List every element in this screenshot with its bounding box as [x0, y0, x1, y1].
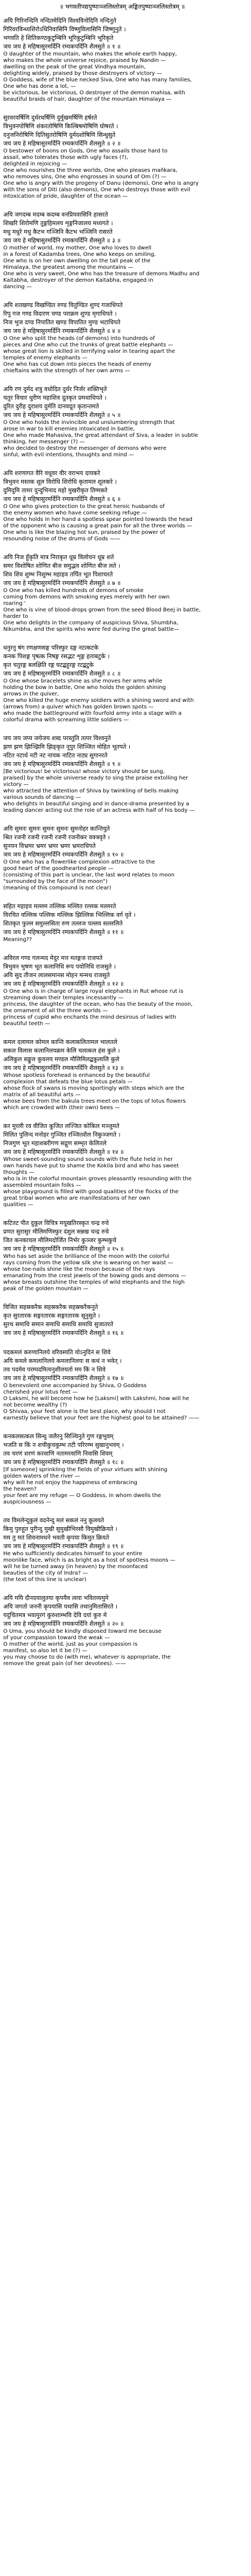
translation-line: One who made Mahasiva, the great attendant of Siva, a leader in subtle: [3, 433, 198, 438]
sanskrit-line: कृत सुरतारक सङ्गरतारक सङ्गरतारक सूनुसुते ।: [3, 1312, 100, 1319]
sanskrit-line: त्रिभुवन मस्तक शूल विरोधि शिरोधि कृतामल शूलकरे ।: [3, 478, 117, 485]
sanskrit-line: चतुर विचार धुरीण महाशिव दूतकृत प्रमथाधिपते ।: [3, 394, 107, 401]
sanskrit-line: श्रित रजनी रजनी रजनी रजनी रजनीकर वक्त्रवृते ।: [3, 834, 110, 841]
sanskrit-line: अयि शरणागत वैरि वधूवर वीर वराभय दायकरे: [3, 470, 100, 477]
sanskrit-line: जय जय हे महिषासुरमर्दिनि रम्यकपर्दिनि शैलसुते ॥ २० ॥: [3, 1620, 124, 1627]
translation-line: (consisting of this part is unclear, the last word relates to moon: [3, 872, 175, 878]
translation-line: O benevolent one accompanied by Shiva, O Goddess: [3, 1383, 147, 1389]
translation-line: temples of enemy elephants —: [3, 355, 88, 361]
verse-block: [3, 644, 241, 723]
translation-line: own hands have put to shame the Kokila bird and who has sweet: [3, 1163, 179, 1169]
translation-line: the ornament of all the three worlds —: [3, 1008, 108, 1014]
translation-line: O mother of world, my mother, One who loves to dwell: [3, 245, 152, 251]
translation-line: whose playground is filled with good qualities of the flocks of the: [3, 1189, 179, 1195]
translation-line: matrix of all beautiful arts —: [3, 1092, 81, 1098]
sanskrit-line: जय जय हे महिषासुरमर्दिनि रम्यकपर्दिनि शैलसुते ॥ ६ ॥: [3, 496, 121, 503]
sanskrit-line: झण झण झिञ्झिमि झिङ्कृत नूपुर शिञ्जित मोहित भूतपते ।: [3, 743, 131, 750]
translation-line: sinful, with evil intentions, thoughts and mind —: [3, 452, 134, 458]
translation-line: beauties of the city of Indra? —: [3, 1570, 88, 1576]
translation-line: O Shivaa, your feet alone is the best place, why should I not: [3, 1409, 166, 1415]
translation-line: [Be victorious! be victorious! whose victory should be sung,: [3, 769, 165, 775]
translation-line: O mother of the world, just as your compassion is: [3, 1641, 138, 1647]
verse-block: [3, 825, 241, 892]
sanskrit-line: समर विशोषित शोणित बीज समुद्भव शोणित बीज लते ।: [3, 562, 121, 569]
sanskrit-line: जय जय जप्य जयेजय शब्द परस्तुति तत्पर विश्वनुते: [3, 735, 111, 742]
translation-line: coming from demons with smoking eyes merely with her own: [3, 594, 170, 600]
sanskrit-line: कृत चतुरङ्ग बलक्षिति रङ्ग घटद्बहुरङ्ग रटद्बटुके: [3, 662, 94, 669]
translation-line: the enemy women who have come seeking refuge —: [3, 510, 147, 516]
translation-line: beautiful braids of hair, daughter of the mountain Himalaya —: [3, 96, 172, 102]
translation-line: be victorious, be victorious, O destroyer of the demon mahisa, with: [3, 90, 185, 96]
sanskrit-line: जय जय हे महिषासुरमर्दिनि रम्यकपर्दिनि शैलसुते ॥ १० ॥: [3, 851, 124, 858]
sanskrit-line: कटितट पीत दुकूल विचित्र मयूखतिरस्कृत चन्द्र रुचे: [3, 1220, 109, 1227]
translation-line: One who has done a lot, —: [3, 83, 76, 89]
sanskrit-line: शिखरि शिरोमणि तुङ्गहिमलय शृङ्गनिजालय मध्यगते ।: [3, 220, 113, 227]
sanskrit-line: दुमिदुमि तामर दुन्दुभिनाद महो मुखरीकृत तिग्मकरे: [3, 487, 108, 494]
sanskrit-line: जय जय हे महिषासुरमर्दिनि रम्यकपर्दिनि शैलसुते ॥ १ ॥: [3, 43, 121, 50]
sanskrit-line: प्रणत सुरासुर मौलिमणिस्फुर दंशुल सन्नख चन्द्र रुचे: [3, 1228, 109, 1235]
translation-line: who made the battleground with fourfold army into a stage with a: [3, 711, 182, 716]
translation-line: O Goddess, wife of the blue necked Siva, One who has many families,: [3, 77, 192, 83]
sanskrit-line: दनुजनिरोषिणि दितिसुतरोषिणि दुर्मदशोषिणि सिन्धुसुते: [3, 131, 116, 138]
sanskrit-line: जय जय हे महिषासुरमर्दिनि रम्यकपर्दिनि शैलसुते ॥ ५ ॥: [3, 412, 121, 419]
sanskrit-line: जय जय हे महिषासुरमर्दिनि रम्यकपर्दिनि शैलसुते ॥ ११ ॥: [3, 929, 124, 936]
sanskrit-line: पदकमलं करुणानिलये वरिवस्यति योऽनुदिनं स शिवे: [3, 1349, 111, 1356]
translation-line: One who holds in her hand a spotless spear pointed towards the head: [3, 517, 193, 523]
sanskrit-line: जय जय हे महिषासुरमर्दिनि रम्यकपर्दिनि शैलसुते ॥ ४ ॥: [3, 328, 121, 335]
sanskrit-line: तव चरणं शरणं करवाणि नतामरवाणि निवासि शिवम्: [3, 1450, 113, 1457]
translation-line: thoughts —: [3, 1169, 34, 1175]
translation-line: peak of the golden mountain —: [3, 1286, 89, 1292]
translation-line: One who is very sweet, One who has the treasure of demons Madhu and: [3, 271, 200, 277]
translation-line: cherished your lotus feet —: [3, 1389, 78, 1395]
translation-line: whose toe-nails shine like the moon because of the rays: [3, 1266, 155, 1272]
translation-line: who decided to destroy the messenger of demons who were: [3, 445, 166, 451]
translation-line: who makes the whole universe rejoice, praised by Nandin —: [3, 58, 166, 64]
sanskrit-line: शिव शिव शुम्भ निशुम्भ महाहव तर्पित भूत पिशाचरते: [3, 571, 113, 578]
sanskrit-line: मधु मधुरे मधु कैटभ गञ्जिनि कैटभ भञ्जिनि रासरते: [3, 228, 113, 235]
verse-block: [3, 301, 241, 374]
sanskrit-line: अयि रण दुर्मद शत्रु वधोदित दुर्धर निर्जर शक्तिभृते: [3, 386, 107, 393]
translation-line: assail, who tolerates those with ugly faces (?),: [3, 155, 128, 161]
sanskrit-line: कर मुरली रव वीजित कूजित लज्जित कोकिल मञ्जुमते: [3, 1123, 120, 1130]
translation-line: intoxication of pride, daughter of the ocean —: [3, 193, 128, 199]
verse-block: [3, 954, 241, 1027]
translation-line: who attracted the attention of Shiva by twinkling of bells making: [3, 788, 179, 794]
sanskrit-line: जय जय हे महिषासुरमर्दिनि रम्यकपर्दिनि शैलसुते ॥ ८ ॥: [3, 670, 121, 677]
verse-block: [3, 1594, 241, 1667]
translation-line: [If someone] sprinkling the fields of your virtues with shining: [3, 1467, 168, 1473]
sanskrit-line: जय जय हे महिषासुरमर्दिनि रम्यकपर्दिनि शैलसुते ॥ १५ ॥: [3, 1245, 124, 1252]
translation-line: O One whose bracelets shine as she moves her arms while: [3, 678, 163, 684]
sanskrit-line: गिरिवरविन्ध्यशिरोऽधिनिवासिनि विष्णुविलासिनि जिष्णुनुते ।: [3, 26, 126, 33]
page-title: ॥ भगवतीपद्यपुष्पाञ्जलिस्तोत्रम् अङ्कितपुष्पाञ्जलिस्तोत्रम् ॥: [59, 3, 185, 10]
verse-list: [3, 17, 241, 1667]
translation-line: complexion that defeats the blue lotus petals —: [3, 1079, 133, 1085]
translation-line: moonlike face, which is as bright as a host of spotless moons —: [3, 1557, 176, 1563]
translation-line: Whose spotless forehead is enhanced by the beautiful: [3, 1073, 150, 1078]
translation-line: O bestower of boons on Gods, One who assails those hard to: [3, 148, 168, 154]
sanskrit-line: निजगुण भूत महाशबरीगण सद्गुण सम्भृत केलितले: [3, 1140, 107, 1147]
sanskrit-line: निज भुज दण्ड निपातित खण्ड विपातित मुण्ड भटाधिपते: [3, 319, 121, 326]
translation-line: O One who has a flowerlike complexion attractive to the: [3, 859, 155, 865]
translation-line: roaring ': [3, 601, 26, 607]
translation-line: which are crowded with (their own) bees —: [3, 1105, 120, 1111]
sanskrit-line: मम तु मतं शिवनामधने भवती कृपया किमुत क्रियते: [3, 1534, 109, 1541]
verse-block: [3, 1348, 241, 1422]
verse-block: [3, 902, 241, 943]
sanskrit-line: सहित महाहव मल्लम तल्लिक मल्लित रल्लक मल्लरते: [3, 903, 116, 910]
sanskrit-line: कनकलसत्कल सिन्धु जलैरनु सिञ्चिनुते गुण रङ्गभुवम्: [3, 1433, 114, 1440]
translation-line: O One who gives protection to the great heroic husbands of: [3, 504, 165, 510]
sanskrit-line: दुरित दुरीह दुराशय दुर्मति दानवदूत कृतान्तमते: [3, 403, 99, 410]
sanskrit-line: सुरवरवर्षिणि दुर्धरधर्षिणि दुर्मुखमर्षिणि हर्षरते: [3, 114, 97, 121]
sanskrit-line: अयि मयि दीनदयालुतया कृपयैव त्वया भवितव्यमुमे: [3, 1595, 109, 1602]
sanskrit-line: तव विमलेन्दुकुलं वदनेन्दु मलं सकलं ननु कूलयते: [3, 1517, 104, 1524]
translation-line: of your compassion toward the weak —: [3, 1635, 110, 1641]
translation-line: pieces and One who cut the trunks of great battle elephants —: [3, 342, 173, 348]
translation-line: O One who split the heads (of demons) into hundreds of: [3, 336, 155, 342]
sanskrit-line: किमु पुरुहूत पुरीन्दु मुखी सुमुखीभिरसौ विमुखीक्रियते ।: [3, 1526, 117, 1533]
translation-line: who removes sins, One who engrosses in sound of Om (?) —: [3, 174, 166, 180]
translation-line: leading dancer acting out the role of an actress with half of his body —: [3, 807, 195, 813]
translation-line: O Laksmi, he will become how he [Laksmi] with Lakshmi, how will he: [3, 1396, 190, 1402]
sanskrit-line: कमल दलामल कोमल कान्ति कलाकलितामल भालतले: [3, 1039, 117, 1046]
translation-line: One who is angry with the progeny of Danu (demons), One who is angry: [3, 180, 199, 186]
translation-line: One who is on her own dwelling on the tall peak of the: [3, 258, 151, 264]
verse-block: [3, 734, 241, 814]
translation-line: (the text of this line is unclear): [3, 1577, 87, 1583]
verse-block: [3, 114, 241, 200]
translation-line: (arrows from) a quiver which has golden brown spots —: [3, 704, 154, 710]
translation-line: O One who is in charge of large royal elephants in Rut whose rut is: [3, 988, 184, 994]
sanskrit-line: यदुचितमत्र भवत्पुरगं कुरुशाम्भवि देवि दयां कुरु मे: [3, 1612, 107, 1619]
translation-line: with the sons of Diti (also demons), One who destroys those with evil: [3, 187, 190, 193]
translation-line: arrows in the quiver,: [3, 691, 59, 697]
verse-block: [3, 1219, 241, 1292]
translation-line: will he be turned away (in heaven) by the moonfaced: [3, 1564, 148, 1570]
sanskrit-line: रिपु गज गण्ड विदारण चण्ड पराक्रम शुण्ड मृगाधिपते ।: [3, 310, 117, 317]
translation-line: Nikumbha, and the spirits who were fed during the great battle—: [3, 626, 179, 632]
translation-line: harder to: [3, 614, 29, 619]
translation-line: princess of cupid who enchants the mind desirous of ladies with: [3, 1014, 176, 1020]
translation-line: good heart of the goodhearted people —: [3, 866, 114, 872]
sanskrit-line: अयि निज हुँकृति मात्र निराकृत धूम्र विलोचन धूम्र शते: [3, 554, 114, 561]
translation-line: colorful drama with screaming little soldiers —: [3, 717, 129, 723]
translation-line: holding the bow in battle, One who holds the golden shining: [3, 685, 166, 691]
sanskrit-line: अलिकुल सङ्कुल कुवलय मण्डल मौलिमिलद्बकुलालि कुले: [3, 1056, 120, 1063]
sanskrit-line: कनक पिशङ्ग पृषत्क निषङ्ग रसद्भट शृङ्ग हताबटुके ।: [3, 653, 110, 660]
sanskrit-line: जय जय हे महिषासुरमर्दिनि रम्यकपर्दिनि शैलसुते ॥ ३ ॥: [3, 237, 121, 244]
translation-line: One who is vine of blood-drops grown from the seed Blood Beej in battle,: [3, 607, 201, 613]
translation-line: you may choose to do (with me), whatever is appropriate, the: [3, 1654, 171, 1660]
verse-block: [3, 211, 241, 290]
sanskrit-line: अयि शतखण्ड विखण्डित रुण्ड वितुण्डित शुण्द गजाधिपते: [3, 302, 123, 309]
translation-line: One who has cut down into pieces the heads of enemy: [3, 361, 152, 367]
translation-line: He who sufficiently dedicates himself to your entire: [3, 1551, 142, 1557]
sanskrit-line: त्रिभुवन भुषण भूत कलानिधि रूप पयोनिधि राजसुते ।: [3, 963, 116, 970]
verse-block: [3, 1038, 241, 1111]
sanskrit-line: मिलित पुलिन्द मनोहर गुञ्जित रञ्जितशैल निकुञ्जगते ।: [3, 1131, 121, 1138]
translation-line: streaming down their temples incessantly —: [3, 995, 124, 1001]
translation-line: resounding noise of the drums of Gods ——: [3, 536, 121, 542]
verse-block: [3, 553, 241, 633]
translation-line: your feet are my refuge — O Goddess, in whom dwells the: [3, 1493, 161, 1499]
translation-line: O One who holds the invincible and unslumbering strength that: [3, 420, 175, 426]
translation-line: Himalaya, the greatest among the mountains —: [3, 264, 134, 270]
translation-line: (meaning of this compound is not clear): [3, 885, 111, 891]
translation-line: in a forest of Kadamba trees, One who keeps on smiling,: [3, 252, 156, 257]
translation-line: assembled mountain folks —: [3, 1182, 81, 1188]
translation-line: delighted in rejoicing —: [3, 161, 67, 167]
translation-line: whose flock of swans is moving sportingly with steps which are the: [3, 1085, 185, 1091]
translation-line: princess, the daughter of the ocean, who has the beauty of the moon,: [3, 1001, 193, 1007]
verse-block: [3, 17, 241, 103]
sanskrit-line: जय जय हे महिषासुरमर्दिनि रम्यकपर्दिनि शैलसुते ॥ १२ ॥: [3, 980, 124, 987]
sanskrit-line: भजति स किं न शचीकुचकुम्भ तटी परिरम्भ सुखानुभवम् ।: [3, 1442, 124, 1449]
sanskrit-line: सुरथ समाधि समान समाधि समाधि समाधि सुजातरते: [3, 1321, 114, 1328]
translation-line: not become wealthy (?): [3, 1402, 67, 1408]
sanskrit-line: अयि सुमनः सुमनः सुमनः सुमनः सुमनोहर कान्तियुते: [3, 825, 110, 832]
verse-block: [3, 1122, 241, 1208]
sanskrit-line: जय जय हे महिषासुरमर्दिनि रम्यकपर्दिनि शैलसुते ॥ १७ ॥: [3, 1375, 124, 1382]
translation-line: golden waters of the river —: [3, 1473, 80, 1479]
translation-line: arose in war to kill enemies intoxicated in battle,: [3, 426, 135, 432]
translation-line: victory —: [3, 782, 29, 788]
sanskrit-line: भगवति हे शितिकण्ठकुटुम्बिनि भूरिकुटुम्बिनि भूरिकृते: [3, 34, 114, 41]
translation-line: O Uma, you should be kindly disposed toward me because: [3, 1628, 162, 1634]
translation-line: auspiciousness —: [3, 1499, 51, 1505]
sanskrit-line: अयि जगदम्ब मदम्ब कदम्ब वनप्रियवासिनि हासरते: [3, 211, 108, 218]
sanskrit-line: जय जय हे महिषासुरमर्दिनि रम्यकपर्दिनि शैलसुते ॥ १९ ॥: [3, 1543, 124, 1550]
sanskrit-line: नटित नटार्ध नटी नट नायक नाटित नाट्य सुगानरते: [3, 752, 108, 759]
sanskrit-line: सुनयन विभ्रमर भ्रमर भ्रमर भ्रमर भ्रमराधिपते: [3, 843, 96, 850]
sanskrit-line: अविरल गण्ड गलन्मद मेदुर मत्त मतङ्गज राजपते: [3, 955, 103, 962]
sanskrit-line: जय जय हे महिषासुरमर्दिनि रम्यकपर्दिनि शैलसुते ॥ १३ ॥: [3, 1064, 124, 1071]
translation-line: One who delights in the company of auspicious Shiva, Shumbha,: [3, 620, 178, 626]
translation-line: who is in the colorful mountain groves pleasantly resounding with the: [3, 1176, 192, 1182]
translation-line: whose breasts outshine the temples of wild elephants and the high: [3, 1279, 185, 1285]
sanskrit-line: शितकृत फुल्ल समुल्लसिता रुण तल्लज पल्लव सल्ललिते: [3, 920, 123, 927]
sanskrit-line: जय जय हे महिषासुरमर्दिनि रम्यकपर्दिनि शैलसुते ॥ ७ ॥: [3, 580, 121, 587]
translation-line: Who has set aside the brilliance of the moon with the colorful: [3, 1254, 170, 1259]
translation-line: various sounds of dancing —: [3, 795, 81, 800]
translation-line: the heaven?: [3, 1486, 37, 1492]
translation-line: earnestly believe that your feet are the highest goal to be attained? ——: [3, 1415, 200, 1421]
verse-block: [3, 1516, 241, 1583]
sanskrit-line: विरचित वल्लिक पल्लिक मल्लिक झिल्लिक भिल्लिक वर्ग वृते ।: [3, 911, 136, 918]
sanskrit-line: जय जय हे महिषासुरमर्दिनि रम्यकपर्दिनि शैलसुते ॥ ९ ॥: [3, 761, 121, 768]
translation-line: remove the great pain (of her devotees). ——: [3, 1661, 126, 1667]
translation-line: Kaitabha, destroyer of the demon Kaitabha, engaged in: [3, 277, 154, 283]
translation-line: beautiful teeth —: [3, 1021, 51, 1027]
sanskrit-line: जित कनकाचल मौलिमदोर्जित निर्भर कुञ्जर कुम्भकुचे: [3, 1237, 117, 1244]
sanskrit-line: सकल विलास कलानिलयक्रम केलि चलत्कल हंस कुले ।: [3, 1047, 120, 1054]
sanskrit-line: त्रिभुवनपोषिणि शंकरतोषिणि किल्बिषमोषिणि घोषरते ।: [3, 123, 118, 130]
translation-line: dwelling on the peak of the great Vindhya mountain,: [3, 64, 146, 70]
translation-line: of the opponent who is causing a great pain for all the three worlds —: [3, 523, 192, 529]
verse-block: [3, 1432, 241, 1506]
sanskrit-line: अयि सुद तीजन लालसमानस मोहन मन्मथ राजसुते: [3, 972, 110, 979]
translation-line: emanating from the crest jewels of the bowing gods and demons —: [3, 1273, 186, 1279]
translation-line: great tribal women who are manifestations of her own: [3, 1195, 150, 1201]
sanskrit-line: विजित सहस्रकरैक सहस्रकरैक सहस्रकरैकनुते: [3, 1304, 98, 1311]
translation-line: One who nourishes the three worlds, One who pleases mañkara,: [3, 168, 178, 173]
sanskrit-line: तव पदमेव परम्पदमित्यनुशीलयतो मम किं न शिवे: [3, 1366, 106, 1373]
verse-block: [3, 385, 241, 458]
sanskrit-line: धनुरनु षंग रणक्षणसङ्ग परिस्फुर दङ्ग नटत्कटके: [3, 644, 99, 651]
translation-line: One who killed the huge enemy soldiers with a shining sword and with: [3, 698, 194, 704]
translation-line: One who is like the blazing hot sun, praised by the power of: [3, 530, 165, 535]
translation-line: who delights in beautiful singing and in dance-drama presented by a: [3, 801, 190, 807]
sanskrit-line: जय जय हे महिषासुरमर्दिनि रम्यकपर्दिनि शैलसुते ॥ १८ ॥: [3, 1459, 124, 1466]
translation-line: praised] by the whole universe ready to sing the praise extolling her: [3, 775, 189, 781]
translation-line: Whose sweet-sounding sound sounds with the flute held in her: [3, 1157, 173, 1162]
sanskrit-line: अयि कमले कमलानिलये कमलानिलयः स कथं न भवेत् ।: [3, 1357, 122, 1364]
verse-block: [3, 1303, 241, 1338]
translation-line: thinking, her messenger (?) —: [3, 439, 85, 445]
translation-line: "surrounded by the face of the moon"): [3, 879, 108, 885]
sanskrit-line: जय जय हे महिषासुरमर्दिनि रम्यकपर्दिनि शैलसुते ॥ १६ ॥: [3, 1329, 124, 1336]
translation-line: why will he not enjoy the happiness of embracing: [3, 1480, 137, 1486]
translation-line: rays coming from the yellow silk she is wearing on her waist —: [3, 1260, 173, 1266]
translation-line: O daughter of the mountain, who makes the whole earth happy,: [3, 51, 177, 57]
translation-line: whose great lion is skilled in terrifying valor in tearing apart the: [3, 349, 175, 354]
translation-line: manifest, so also let it be (?) —: [3, 1648, 87, 1654]
translation-line: qualities —: [3, 1202, 33, 1208]
translation-line: dancing —: [3, 284, 32, 290]
translation-line: chieftains with the strength of her own arms —: [3, 368, 130, 374]
translation-line: delighting widely, praised by those destroyers of victory —: [3, 71, 162, 76]
translation-line: Meaning??: [3, 937, 32, 943]
sanskrit-line: जय जय हे महिषासुरमर्दिनि रम्यकपर्दिनि शैलसुते ॥ २ ॥: [3, 140, 121, 147]
translation-line: whose bees from the bakula trees meet on the tops of lotus flowers: [3, 1098, 186, 1104]
translation-line: O One who has killed hundreds of demons of smoke: [3, 588, 144, 594]
sanskrit-line: जय जय हे महिषासुरमर्दिनि रम्यकपर्दिनि शैलसुते ॥ १४ ॥: [3, 1148, 124, 1155]
sanskrit-line: अयि गिरिनन्दिनि नन्दितमेदिनि विश्वविनोदिनि नन्दिनुते: [3, 17, 116, 24]
sanskrit-line: अयि जगतो जननी कृपयासि यथासि तथानुमितासिरते ।: [3, 1603, 118, 1610]
verse-block: [3, 469, 241, 542]
